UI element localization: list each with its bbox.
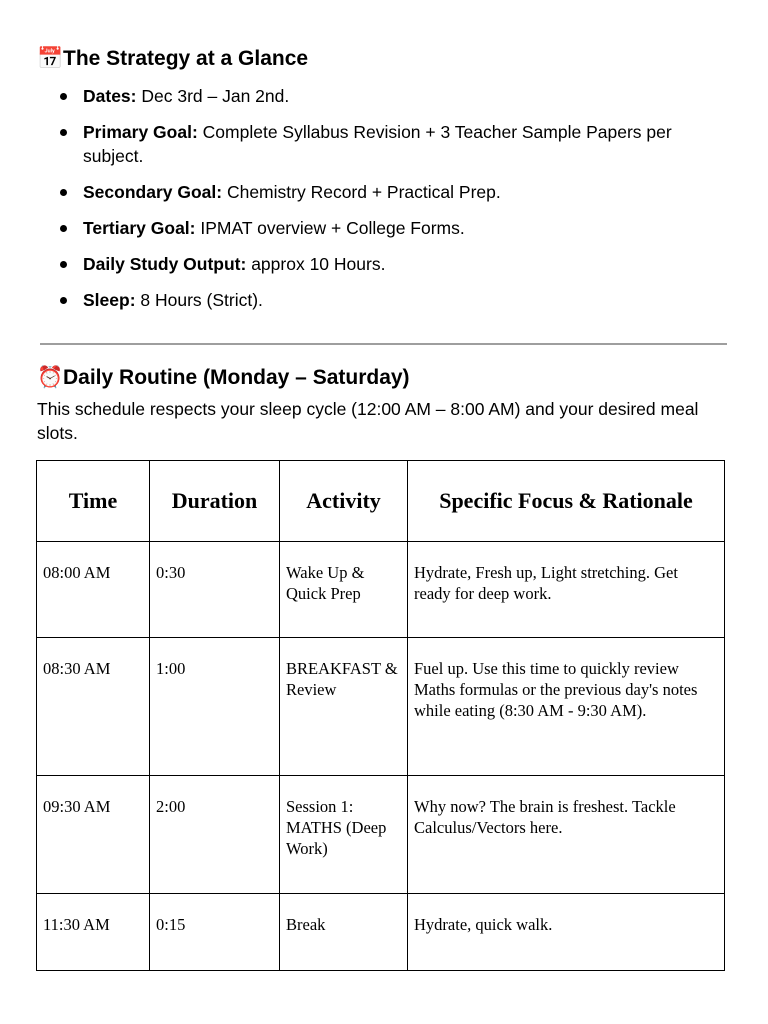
table-row	[37, 638, 725, 776]
cell-activity: Session 1: MATHS (Deep Work)	[280, 776, 408, 894]
item-text: Complete Syllabus Revision + 3 Teacher Sample Papers per subject.	[83, 122, 672, 166]
cell-focus: Hydrate, quick walk.	[408, 894, 725, 971]
item-text: 8 Hours (Strict).	[140, 290, 263, 310]
header-duration: Duration	[150, 461, 280, 542]
cell-focus: Hydrate, Fresh up, Light stretching. Get ready for deep work.	[408, 542, 725, 638]
item-text: Dec 3rd – Jan 2nd.	[141, 86, 290, 106]
item-text: Chemistry Record + Practical Prep.	[226, 182, 501, 202]
item-label: Tertiary Goal:	[83, 218, 196, 238]
item-label: Daily Study Output:	[83, 254, 247, 274]
header-time: Time	[37, 461, 150, 542]
header-focus: Specific Focus & Rationale	[408, 461, 725, 542]
list-item	[0, 84, 713, 108]
table-row	[37, 776, 725, 894]
cell-activity: BREAKFAST & Review	[280, 638, 408, 776]
table-header-row	[37, 461, 725, 542]
cell-time: 08:30 AM	[37, 638, 150, 776]
cell-duration: 2:00	[150, 776, 280, 894]
item-label: Sleep:	[83, 290, 136, 310]
alarm-clock-icon: ⏰	[37, 365, 64, 389]
strategy-title: The Strategy at a Glance	[63, 47, 309, 70]
strategy-list	[0, 84, 768, 324]
strategy-heading	[37, 44, 308, 73]
cell-time: 09:30 AM	[37, 776, 150, 894]
cell-duration: 0:30	[150, 542, 280, 638]
item-label: Primary Goal:	[83, 122, 198, 142]
item-label: Dates:	[83, 86, 137, 106]
cell-focus: Why now? The brain is freshest. Tackle Calculus/Vectors here.	[408, 776, 725, 894]
list-item	[0, 180, 713, 204]
list-item	[0, 120, 713, 168]
item-text: approx 10 Hours.	[251, 254, 386, 274]
routine-heading	[37, 363, 410, 392]
cell-duration: 0:15	[150, 894, 280, 971]
list-item	[0, 216, 713, 240]
routine-title: Daily Routine (Monday – Saturday)	[63, 366, 410, 389]
list-item	[0, 288, 713, 312]
table-row	[37, 542, 725, 638]
item-text: IPMAT overview + College Forms.	[200, 218, 465, 238]
calendar-icon: 📅	[37, 46, 64, 70]
cell-focus: Fuel up. Use this time to quickly review Maths formulas or the previous day's notes while eating (8:30 AM - 9:30 AM).	[408, 638, 725, 776]
section-divider	[40, 343, 727, 345]
cell-time: 11:30 AM	[37, 894, 150, 971]
routine-table	[36, 460, 725, 971]
cell-time: 08:00 AM	[37, 542, 150, 638]
cell-activity: Break	[280, 894, 408, 971]
cell-activity: Wake Up & Quick Prep	[280, 542, 408, 638]
list-item	[0, 252, 713, 276]
routine-intro: This schedule respects your sleep cycle (12:00 AM – 8:00 AM) and your desired meal slots.	[37, 399, 699, 443]
cell-duration: 1:00	[150, 638, 280, 776]
item-label: Secondary Goal:	[83, 182, 223, 202]
table-row	[37, 894, 725, 971]
header-activity: Activity	[280, 461, 408, 542]
